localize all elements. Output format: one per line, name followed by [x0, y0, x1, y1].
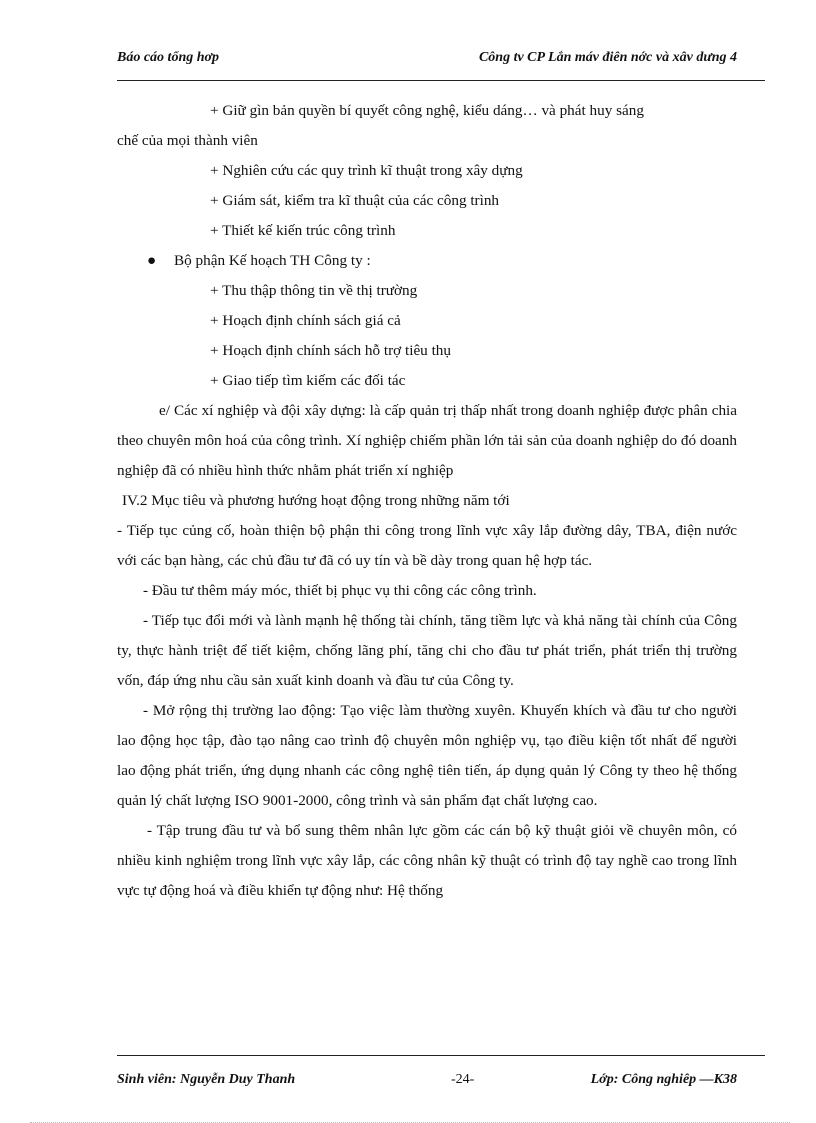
paragraph: + Giám sát, kiểm tra kĩ thuật của các công trình — [210, 192, 500, 209]
document-body — [117, 96, 737, 906]
paragraph: chế của mọi thành viên — [117, 132, 258, 149]
page-number: -24- — [451, 1072, 475, 1087]
bullet-item — [117, 246, 737, 276]
paragraph: + Nghiên cứu các quy trình kĩ thuật trong xây dựng — [210, 162, 523, 179]
paragraph: + Hoạch định chính sách giá cả — [210, 312, 401, 329]
page-header — [117, 50, 737, 70]
footer-divider — [117, 1055, 765, 1056]
bullet-icon: ● — [147, 252, 157, 269]
paragraph: + Giữ gìn bản quyền bí quyết công nghệ, kiểu dáng… và phát huy sáng — [210, 102, 644, 119]
paragraph: - Mở rộng thị trường lao động: Tạo việc làm thường xuyên. Khuyến khích và đầu tư cho người lao động học tập, đào tạo nâng cao trình độ chuyên môn nghiệp vụ, tạo điều kiện tốt nhất để người lao động phát triển, ứng dụng nhanh các công nghệ tiên tiến, áp dụng quản lý Công ty theo hệ thống quản lý chất lượng ISO 9001-2000, công trình và sản phẩm đạt chất lượng cao. — [117, 702, 737, 809]
header-divider — [117, 80, 765, 81]
paragraph: + Giao tiếp tìm kiếm các đối tác — [210, 372, 406, 389]
footer-class-name: Lớp: Công nghiêp —K38 — [590, 1072, 737, 1087]
paragraph: - Tiếp tục đổi mới và lành mạnh hệ thống tài chính, tăng tiềm lực và khả năng tài chính của Công ty, thực hành triệt để tiết kiệm, chống lãng phí, tăng chi cho đầu tư phát triển, phát triển thị trường vốn, đáp ứng nhu cầu sản xuất kinh doanh và đầu tư của Công ty. — [117, 612, 737, 689]
paragraph: - Tập trung đầu tư và bổ sung thêm nhân lực gồm các cán bộ kỹ thuật giỏi về chuyên môn, có nhiều kinh nghiệm trong lĩnh vực xây lắp, các công nhân kỹ thuật có trình độ tay nghề cao trong lĩnh vực tự động hoá và điều khiển tự động như: Hệ thống — [117, 822, 737, 899]
paragraph: - Đầu tư thêm máy móc, thiết bị phục vụ thi công các công trình. — [143, 582, 537, 599]
section-heading: IV.2 Mục tiêu và phương hướng hoạt động trong những năm tới — [122, 492, 510, 509]
page-footer — [117, 1072, 737, 1092]
paragraph: - Tiếp tục củng cố, hoàn thiện bộ phận thi công trong lĩnh vực xây lắp đường dây, TBA, điện nước với các bạn hàng, các chủ đầu tư đã có uy tín và bề dày trong quan hệ hợp tác. — [117, 522, 737, 569]
header-report-title: Báo cáo tổng hơp — [117, 50, 220, 65]
paragraph: + Thiết kế kiến trúc công trình — [210, 222, 396, 239]
paragraph: + Hoạch định chính sách hỗ trợ tiêu thụ — [210, 342, 451, 359]
header-company-name: Công tv CP Lắn máv điên nớc và xâv dưng 4 — [478, 50, 737, 65]
bullet-text: Bộ phận Kế hoạch TH Công ty : — [174, 252, 371, 269]
footer-student-name: Sinh viên: Nguyễn Duy Thanh — [117, 1072, 296, 1087]
paragraph: + Thu thập thông tin về thị trường — [210, 282, 418, 299]
paragraph: e/ Các xí nghiệp và đội xây dựng: là cấp quản trị thấp nhất trong doanh nghiệp được phân chia theo chuyên môn hoá của công trình. Xí nghiệp chiếm phần lớn tải sản của doanh nghiệp do đó doanh nghiệp đã có nhiều hình thức nhằm phát triển xí nghiệp — [117, 402, 737, 479]
